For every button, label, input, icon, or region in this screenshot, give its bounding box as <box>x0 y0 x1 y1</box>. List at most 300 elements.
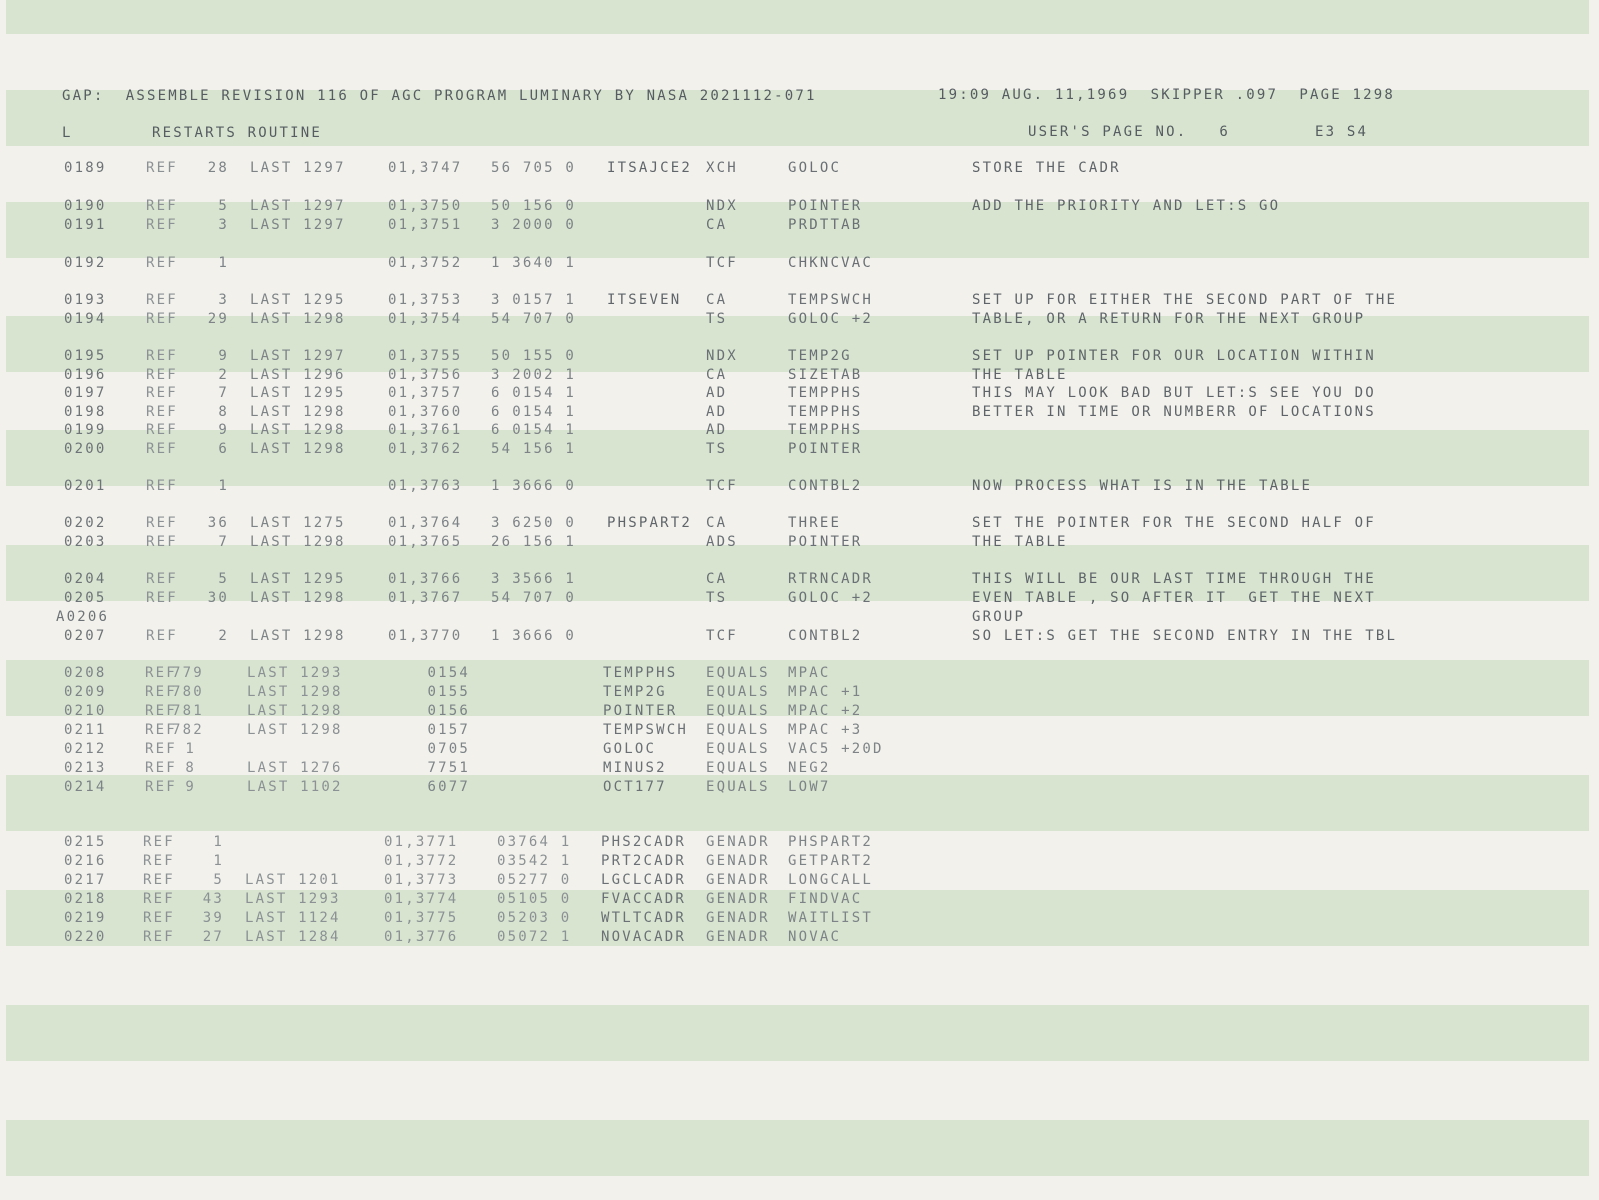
comment: SO LET:S GET THE SECOND ENTRY IN THE TBL <box>972 628 1398 644</box>
line-number: 0214 <box>64 779 107 795</box>
genadr-row <box>0 834 1599 850</box>
listing-row <box>0 515 1599 531</box>
operand: GOLOC +2 <box>788 590 874 606</box>
line-number: 0205 <box>64 590 107 606</box>
ref-tag: REF <box>146 292 178 308</box>
octal-code: 6 0154 1 <box>491 404 577 420</box>
memory-address: 01,3771 <box>384 834 459 850</box>
octal-code: 05105 0 <box>497 891 572 907</box>
octal-code: 05277 0 <box>497 872 572 888</box>
octal-code: 50 155 0 <box>491 348 577 364</box>
listing-header-program: GAP: ASSEMBLE REVISION 116 OF AGC PROGRAM LUMINARY BY NASA 2021112-071 <box>62 88 817 104</box>
comment: GROUP <box>972 609 1026 625</box>
users-page-number: USER'S PAGE NO. 6 <box>1028 124 1230 140</box>
line-number: 0198 <box>64 404 107 420</box>
ref-count: 3 <box>218 292 229 308</box>
sheet-code: E3 S4 <box>1315 124 1369 140</box>
octal-code: 1 3666 0 <box>491 628 577 644</box>
memory-address: 01,3773 <box>384 872 459 888</box>
opcode: TS <box>706 590 728 606</box>
ref-count: 9 <box>218 348 229 364</box>
symbol-label: FVACCADR <box>601 891 687 907</box>
opcode: GENADR <box>706 872 770 888</box>
memory-address: 01,3750 <box>388 198 463 214</box>
line-number: 0203 <box>64 534 107 550</box>
ref-tag: REF <box>145 684 177 700</box>
last-reference: LAST 1293 <box>247 665 343 681</box>
operand: FINDVAC <box>788 891 863 907</box>
memory-address: 01,3774 <box>384 891 459 907</box>
operand: GETPART2 <box>788 853 874 869</box>
listing-row <box>0 609 1599 625</box>
octal-code: 50 156 0 <box>491 198 577 214</box>
ref-tag: REF <box>143 834 175 850</box>
ref-count: 6 <box>218 441 229 457</box>
symbol-label: TEMPSWCH <box>603 722 689 738</box>
listing-row <box>0 534 1599 550</box>
ref-count: 36 <box>207 515 229 531</box>
octal-code: 3 0157 1 <box>491 292 577 308</box>
opcode: GENADR <box>706 853 770 869</box>
memory-address: 01,3775 <box>384 910 459 926</box>
equals-row <box>0 741 1599 757</box>
opcode: EQUALS <box>706 760 770 776</box>
operand: CONTBL2 <box>788 478 863 494</box>
opcode: EQUALS <box>706 665 770 681</box>
opcode: ADS <box>706 534 738 550</box>
operand: TEMPSWCH <box>788 292 874 308</box>
comment: THE TABLE <box>972 367 1068 383</box>
ref-tag: REF <box>146 160 178 176</box>
opcode: TCF <box>706 478 738 494</box>
memory-address: 01,3755 <box>388 348 463 364</box>
octal-code: 1 3640 1 <box>491 255 577 271</box>
last-reference: LAST 1298 <box>250 534 346 550</box>
equate-value: 0156 <box>427 703 470 719</box>
symbol-label: MINUS2 <box>603 760 667 776</box>
line-number: 0192 <box>64 255 107 271</box>
octal-code: 54 156 1 <box>491 441 577 457</box>
line-number: 0208 <box>64 665 107 681</box>
last-reference: LAST 1293 <box>245 891 341 907</box>
ref-count: 2 <box>218 628 229 644</box>
listing-row <box>0 160 1599 176</box>
equate-value: 0157 <box>427 722 470 738</box>
line-number: 0189 <box>64 160 107 176</box>
line-number: 0211 <box>64 722 107 738</box>
listing-row <box>0 404 1599 420</box>
line-number: A0206 <box>56 609 110 625</box>
last-reference: LAST 1201 <box>245 872 341 888</box>
ref-tag: REF <box>146 348 178 364</box>
comment: THIS WILL BE OUR LAST TIME THROUGH THE <box>972 571 1376 587</box>
symbol-label: ITSEVEN <box>607 292 682 308</box>
line-number: 0195 <box>64 348 107 364</box>
last-reference: LAST 1124 <box>245 910 341 926</box>
line-number: 0212 <box>64 741 107 757</box>
listing-row <box>0 478 1599 494</box>
line-number: 0219 <box>64 910 107 926</box>
ref-tag: REF <box>146 441 178 457</box>
memory-address: 01,3760 <box>388 404 463 420</box>
line-number: 0218 <box>64 891 107 907</box>
listing-row <box>0 367 1599 383</box>
operand: TEMPPHS <box>788 422 863 438</box>
section-title: RESTARTS ROUTINE <box>152 125 323 141</box>
comment: THIS MAY LOOK BAD BUT LET:S SEE YOU DO <box>972 385 1376 401</box>
comment: TABLE, OR A RETURN FOR THE NEXT GROUP <box>972 311 1366 327</box>
operand: GOLOC +2 <box>788 311 874 327</box>
line-number: 0196 <box>64 367 107 383</box>
ref-tag: REF <box>146 385 178 401</box>
memory-address: 01,3765 <box>388 534 463 550</box>
memory-address: 01,3764 <box>388 515 463 531</box>
opcode: EQUALS <box>706 779 770 795</box>
ref-count: 7 <box>218 385 229 401</box>
ref-count: 1 <box>213 834 224 850</box>
listing-row <box>0 255 1599 271</box>
opcode: TS <box>706 441 728 457</box>
octal-code: 03542 1 <box>497 853 572 869</box>
line-number: 0204 <box>64 571 107 587</box>
last-reference: LAST 1298 <box>250 422 346 438</box>
line-number: 0213 <box>64 760 107 776</box>
opcode: EQUALS <box>706 722 770 738</box>
ref-tag: REF <box>146 515 178 531</box>
octal-code: 05203 0 <box>497 910 572 926</box>
operand: PRDTTAB <box>788 217 863 233</box>
memory-address: 01,3747 <box>388 160 463 176</box>
last-reference: LAST 1297 <box>250 348 346 364</box>
symbol-label: LGCLCADR <box>601 872 687 888</box>
comment: SET UP POINTER FOR OUR LOCATION WITHIN <box>972 348 1376 364</box>
operand: POINTER <box>788 534 863 550</box>
memory-address: 01,3770 <box>388 628 463 644</box>
genadr-row <box>0 872 1599 888</box>
ref-tag: REF <box>146 422 178 438</box>
opcode: TS <box>706 311 728 327</box>
opcode: CA <box>706 515 728 531</box>
memory-address: 01,3753 <box>388 292 463 308</box>
ref-count: 39 <box>202 910 224 926</box>
comment: BETTER IN TIME OR NUMBERR OF LOCATIONS <box>972 404 1376 420</box>
last-reference: LAST 1298 <box>250 311 346 327</box>
equals-row <box>0 779 1599 795</box>
opcode: TCF <box>706 628 738 644</box>
opcode: AD <box>706 422 728 438</box>
octal-code: 3 3566 1 <box>491 571 577 587</box>
listing-row <box>0 628 1599 644</box>
symbol-label: OCT177 <box>603 779 667 795</box>
ref-tag: REF <box>146 590 178 606</box>
memory-address: 01,3757 <box>388 385 463 401</box>
symbol-label: PRT2CADR <box>601 853 687 869</box>
listing-row <box>0 422 1599 438</box>
opcode: AD <box>706 385 728 401</box>
ref-tag: REF <box>146 571 178 587</box>
operand: CHKNCVAC <box>788 255 874 271</box>
listing-row <box>0 571 1599 587</box>
octal-code: 6 0154 1 <box>491 422 577 438</box>
comment: STORE THE CADR <box>972 160 1121 176</box>
ref-tag: REF <box>145 703 177 719</box>
opcode: GENADR <box>706 910 770 926</box>
operand: VAC5 +20D <box>788 741 884 757</box>
line-number: 0197 <box>64 385 107 401</box>
opcode: CA <box>706 217 728 233</box>
genadr-row <box>0 891 1599 907</box>
section-letter: L <box>62 125 73 141</box>
operand: TEMP2G <box>788 348 852 364</box>
operand: NOVAC <box>788 929 842 945</box>
symbol-label: NOVACADR <box>601 929 687 945</box>
ref-tag: REF <box>145 760 177 776</box>
ref-tag: REF <box>143 872 175 888</box>
ref-tag: REF <box>145 722 177 738</box>
memory-address: 01,3751 <box>388 217 463 233</box>
line-number: 0199 <box>64 422 107 438</box>
genadr-row <box>0 910 1599 926</box>
line-number: 0220 <box>64 929 107 945</box>
line-number: 0200 <box>64 441 107 457</box>
listing-row <box>0 441 1599 457</box>
equate-value: 0155 <box>427 684 470 700</box>
ref-count: 8 <box>185 760 196 776</box>
operand: SIZETAB <box>788 367 863 383</box>
operand: POINTER <box>788 441 863 457</box>
symbol-label: ITSAJCE2 <box>607 160 693 176</box>
equate-value: 0705 <box>427 741 470 757</box>
listing-row <box>0 590 1599 606</box>
ref-tag: REF <box>146 217 178 233</box>
line-number: 0193 <box>64 292 107 308</box>
memory-address: 01,3752 <box>388 255 463 271</box>
last-reference: LAST 1298 <box>247 684 343 700</box>
operand: POINTER <box>788 198 863 214</box>
opcode: CA <box>706 571 728 587</box>
opcode: NDX <box>706 198 738 214</box>
operand: PHSPART2 <box>788 834 874 850</box>
symbol-label: TEMPPHS <box>603 665 678 681</box>
listing-row <box>0 217 1599 233</box>
operand: THREE <box>788 515 842 531</box>
operand: MPAC <box>788 665 831 681</box>
ref-count: 1 <box>218 255 229 271</box>
ref-tag: REF <box>145 741 177 757</box>
memory-address: 01,3776 <box>384 929 459 945</box>
operand: MPAC +3 <box>788 722 863 738</box>
octal-code: 3 2002 1 <box>491 367 577 383</box>
ref-tag: REF <box>146 534 178 550</box>
paper-band <box>6 1005 1589 1061</box>
ref-count: 5 <box>218 198 229 214</box>
operand: TEMPPHS <box>788 404 863 420</box>
octal-code: 6 0154 1 <box>491 385 577 401</box>
memory-address: 01,3761 <box>388 422 463 438</box>
comment: ADD THE PRIORITY AND LET:S GO <box>972 198 1281 214</box>
opcode: EQUALS <box>706 703 770 719</box>
line-number: 0217 <box>64 872 107 888</box>
operand: MPAC +2 <box>788 703 863 719</box>
line-number: 0207 <box>64 628 107 644</box>
symbol-label: PHSPART2 <box>607 515 693 531</box>
line-number: 0210 <box>64 703 107 719</box>
symbol-label: WTLTCADR <box>601 910 687 926</box>
ref-tag: REF <box>146 367 178 383</box>
ref-count: 781 <box>172 703 204 719</box>
operand: LOW7 <box>788 779 831 795</box>
opcode: EQUALS <box>706 684 770 700</box>
last-reference: LAST 1298 <box>250 628 346 644</box>
comment: EVEN TABLE , SO AFTER IT GET THE NEXT <box>972 590 1376 606</box>
line-number: 0215 <box>64 834 107 850</box>
last-reference: LAST 1298 <box>247 703 343 719</box>
ref-count: 5 <box>218 571 229 587</box>
equals-row <box>0 665 1599 681</box>
symbol-label: TEMP2G <box>603 684 667 700</box>
memory-address: 01,3767 <box>388 590 463 606</box>
equals-row <box>0 722 1599 738</box>
last-reference: LAST 1297 <box>250 217 346 233</box>
ref-count: 30 <box>207 590 229 606</box>
ref-tag: REF <box>146 628 178 644</box>
ref-tag: REF <box>146 311 178 327</box>
octal-code: 3 2000 0 <box>491 217 577 233</box>
ref-tag: REF <box>146 478 178 494</box>
ref-tag: REF <box>145 665 177 681</box>
ref-count: 782 <box>172 722 204 738</box>
octal-code: 1 3666 0 <box>491 478 577 494</box>
ref-tag: REF <box>143 891 175 907</box>
equate-value: 6077 <box>427 779 470 795</box>
operand: TEMPPHS <box>788 385 863 401</box>
opcode: NDX <box>706 348 738 364</box>
ref-count: 3 <box>218 217 229 233</box>
ref-count: 9 <box>218 422 229 438</box>
ref-count: 27 <box>202 929 224 945</box>
ref-count: 780 <box>172 684 204 700</box>
ref-count: 8 <box>218 404 229 420</box>
memory-address: 01,3762 <box>388 441 463 457</box>
last-reference: LAST 1275 <box>250 515 346 531</box>
ref-tag: REF <box>143 853 175 869</box>
ref-count: 28 <box>207 160 229 176</box>
opcode: CA <box>706 367 728 383</box>
equals-row <box>0 703 1599 719</box>
operand: RTRNCADR <box>788 571 874 587</box>
operand: CONTBL2 <box>788 628 863 644</box>
operand: NEG2 <box>788 760 831 776</box>
listing-row <box>0 311 1599 327</box>
ref-tag: REF <box>143 929 175 945</box>
ref-tag: REF <box>145 779 177 795</box>
octal-code: 26 156 1 <box>491 534 577 550</box>
opcode: GENADR <box>706 891 770 907</box>
opcode: GENADR <box>706 929 770 945</box>
last-reference: LAST 1102 <box>247 779 343 795</box>
octal-code: 05072 1 <box>497 929 572 945</box>
line-number: 0190 <box>64 198 107 214</box>
ref-tag: REF <box>146 404 178 420</box>
line-number: 0191 <box>64 217 107 233</box>
line-number: 0194 <box>64 311 107 327</box>
opcode: TCF <box>706 255 738 271</box>
comment: SET THE POINTER FOR THE SECOND HALF OF <box>972 515 1376 531</box>
memory-address: 01,3766 <box>388 571 463 587</box>
last-reference: LAST 1296 <box>250 367 346 383</box>
octal-code: 54 707 0 <box>491 590 577 606</box>
ref-count: 7 <box>218 534 229 550</box>
ref-tag: REF <box>146 198 178 214</box>
memory-address: 01,3763 <box>388 478 463 494</box>
memory-address: 01,3756 <box>388 367 463 383</box>
comment: THE TABLE <box>972 534 1068 550</box>
last-reference: LAST 1295 <box>250 385 346 401</box>
last-reference: LAST 1284 <box>245 929 341 945</box>
line-number: 0216 <box>64 853 107 869</box>
listing-row <box>0 292 1599 308</box>
operand: WAITLIST <box>788 910 874 926</box>
ref-count: 1 <box>213 853 224 869</box>
opcode: CA <box>706 292 728 308</box>
line-number: 0209 <box>64 684 107 700</box>
opcode: EQUALS <box>706 741 770 757</box>
ref-count: 43 <box>202 891 224 907</box>
symbol-label: POINTER <box>603 703 678 719</box>
paper-band <box>6 1120 1589 1176</box>
operand: GOLOC <box>788 160 842 176</box>
paper-band <box>6 0 1589 34</box>
symbol-label: GOLOC <box>603 741 657 757</box>
memory-address: 01,3772 <box>384 853 459 869</box>
line-number: 0202 <box>64 515 107 531</box>
operand: LONGCALL <box>788 872 874 888</box>
last-reference: LAST 1297 <box>250 160 346 176</box>
last-reference: LAST 1295 <box>250 292 346 308</box>
ref-count: 1 <box>218 478 229 494</box>
comment: SET UP FOR EITHER THE SECOND PART OF THE <box>972 292 1398 308</box>
ref-tag: REF <box>143 910 175 926</box>
octal-code: 54 707 0 <box>491 311 577 327</box>
genadr-row <box>0 853 1599 869</box>
ref-tag: REF <box>146 255 178 271</box>
listing-row <box>0 198 1599 214</box>
equals-row <box>0 760 1599 776</box>
octal-code: 3 6250 0 <box>491 515 577 531</box>
ref-count: 779 <box>172 665 204 681</box>
ref-count: 29 <box>207 311 229 327</box>
opcode: GENADR <box>706 834 770 850</box>
opcode: AD <box>706 404 728 420</box>
ref-count: 2 <box>218 367 229 383</box>
comment: NOW PROCESS WHAT IS IN THE TABLE <box>972 478 1313 494</box>
equate-value: 0154 <box>427 665 470 681</box>
listing-header-timestamp: 19:09 AUG. 11,1969 SKIPPER .097 PAGE 1298 <box>938 87 1396 103</box>
last-reference: LAST 1276 <box>247 760 343 776</box>
operand: MPAC +1 <box>788 684 863 700</box>
listing-row <box>0 348 1599 364</box>
genadr-row <box>0 929 1599 945</box>
last-reference: LAST 1298 <box>247 722 343 738</box>
symbol-label: PHS2CADR <box>601 834 687 850</box>
last-reference: LAST 1297 <box>250 198 346 214</box>
equate-value: 7751 <box>427 760 470 776</box>
listing-row <box>0 385 1599 401</box>
memory-address: 01,3754 <box>388 311 463 327</box>
line-number: 0201 <box>64 478 107 494</box>
equals-row <box>0 684 1599 700</box>
ref-count: 1 <box>185 741 196 757</box>
